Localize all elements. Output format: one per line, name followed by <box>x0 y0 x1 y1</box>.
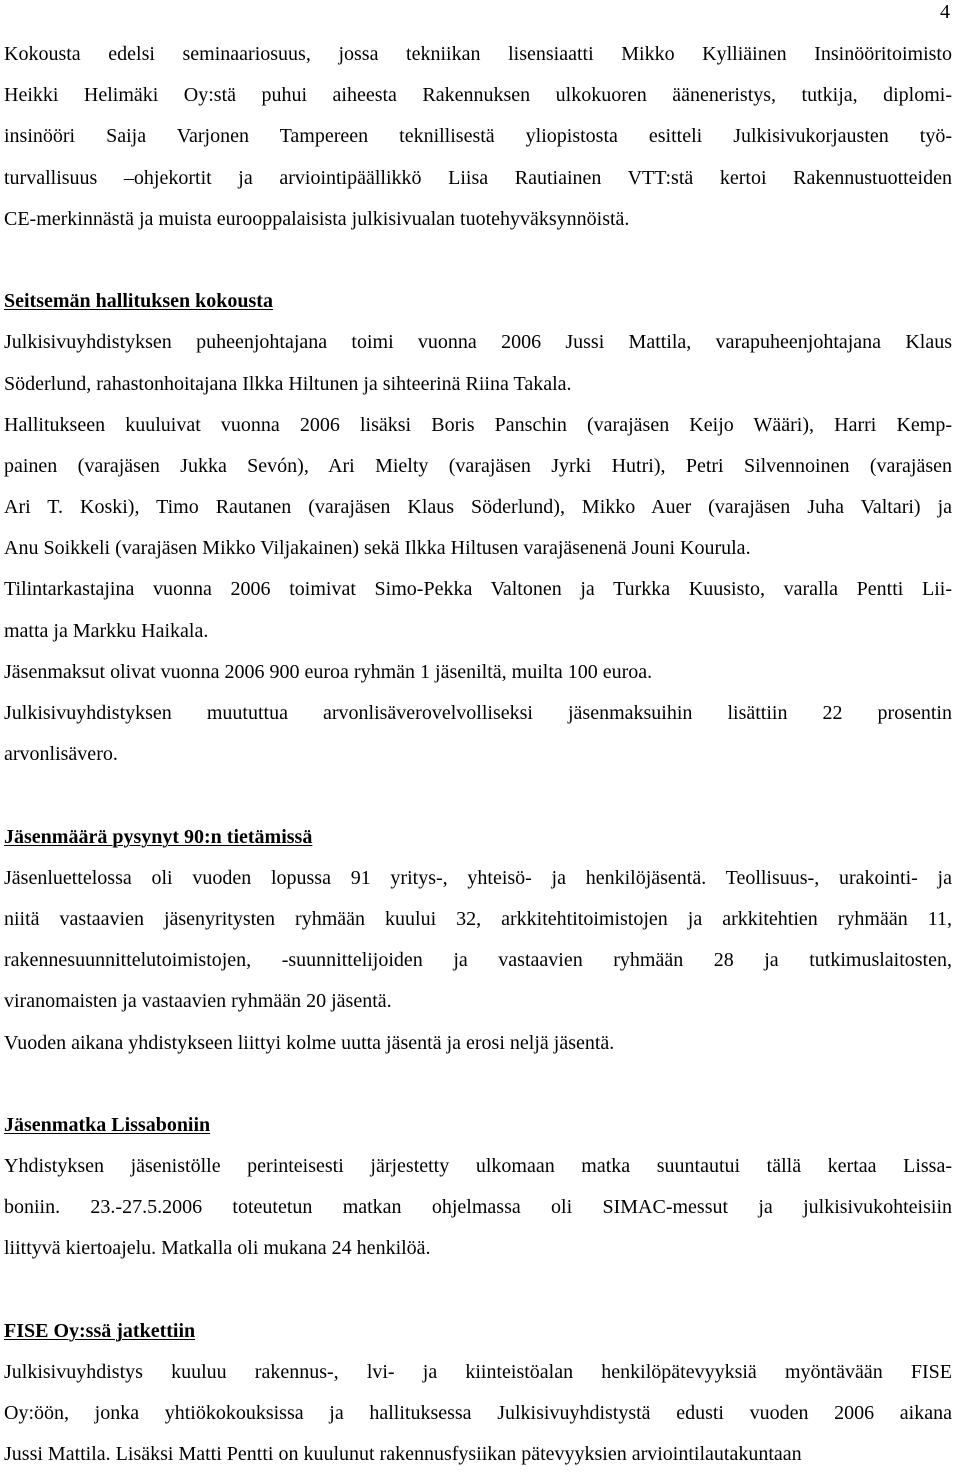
section-spacer <box>4 240 952 281</box>
text-line: Hallitukseen kuuluivat vuonna 2006 lisäksi Boris Panschin (varajäsen Keijo Wääri), Harri Kemp- <box>4 413 952 436</box>
section-spacer <box>4 775 952 816</box>
text-line: Ari T. Koski), Timo Rautanen (varajäsen Klaus Söderlund), Mikko Auer (varajäsen Juha Valtari) ja <box>4 496 952 519</box>
text-line: turvallisuus –ohjekortit ja arviointipäällikkö Liisa Rautiainen VTT:stä kertoi Rakennustuotteiden <box>4 166 952 189</box>
text-line: CE-merkinnästä ja muista eurooppalaisista julkisivualan tuotehyväksynnöistä. <box>4 207 630 230</box>
text-line: Julkisivuyhdistyksen muututtua arvonlisäverovelvolliseksi jäsenmaksuihin lisättiin 22 prosentin <box>4 702 952 724</box>
text-line: boniin. 23.-27.5.2006 toteutetun matkan ohjelmassa oli SIMAC-messut ja julkisivukohteisiin <box>4 1196 952 1219</box>
paragraph <box>4 1146 952 1270</box>
text-line: Anu Soikkeli (varajäsen Mikko Viljakainen) sekä Ilkka Hiltusen varajäsenenä Jouni Kourula. <box>4 537 751 560</box>
text-line: Söderlund, rahastonhoitajana Ilkka Hiltunen ja sihteerinä Riina Takala. <box>4 372 572 395</box>
text-line: Jussi Mattila. Lisäksi Matti Pentti on kuulunut rakennusfysiikan pätevyyksien arviointilautakuntaan <box>4 1443 802 1466</box>
text-line: insinööri Saija Varjonen Tampereen teknillisestä yliopistosta esitteli Julkisivukorjausten työ- <box>4 125 952 148</box>
text-line: Jäsenmaksut olivat vuonna 2006 900 euroa ryhmän 1 jäseniltä, muilta 100 euroa. <box>4 660 653 683</box>
section-spacer <box>4 1270 952 1311</box>
text-line: Yhdistyksen jäsenistölle perinteisesti järjestetty ulkomaan matka suuntautui tällä kertaa Lissa- <box>4 1155 952 1178</box>
text-line: Kokousta edelsi seminaariosuus, jossa tekniikan lisensiaatti Mikko Kylliäinen Insinööritoimisto <box>4 43 952 65</box>
text-line: Tilintarkastajina vuonna 2006 toimivat Simo-Pekka Valtonen ja Turkka Kuusisto, varalla Pentti Lii- <box>4 578 952 601</box>
paragraph <box>4 1352 952 1476</box>
text-line: viranomaisten ja vastaavien ryhmään 20 jäsentä. <box>4 990 392 1013</box>
section-heading-fise-oy-ssa-jatkettiin: FISE Oy:ssä jatkettiin <box>4 1319 196 1342</box>
text-line: Julkisivuyhdistys kuuluu rakennus-, lvi- ja kiinteistöalan henkilöpätevyyksiä myöntävään FISE <box>4 1361 952 1383</box>
paragraph <box>4 322 952 775</box>
text-line: liittyvä kiertoajelu. Matkalla oli mukana 24 henkilöä. <box>4 1237 431 1260</box>
text-line: matta ja Markku Haikala. <box>4 619 209 642</box>
section-heading-jasenmatka-lissaboniin: Jäsenmatka Lissaboniin <box>4 1113 211 1136</box>
text-line: Jäsenluettelossa oli vuoden lopussa 91 yritys-, yhteisö- ja henkilöjäsentä. Teollisuus-, urakointi- ja <box>4 866 952 889</box>
text-line: arvonlisävero. <box>4 743 118 766</box>
section-heading-jasenmaara-pysynyt-90-n-tietamissa: Jäsenmäärä pysynyt 90:n tietämissä <box>4 825 313 848</box>
text-line: Julkisivuyhdistyksen puheenjohtajana toimi vuonna 2006 Jussi Mattila, varapuheenjohtajana Klaus <box>4 331 952 354</box>
text-line: Vuoden aikana yhdistykseen liittyi kolme uutta jäsentä ja erosi neljä jäsentä. <box>4 1031 615 1054</box>
text-line: painen (varajäsen Jukka Sevón), Ari Mielty (varajäsen Jyrki Hutri), Petri Silvennoinen (varajäsen <box>4 454 952 477</box>
section-heading-seitseman-hallituksen-kokousta: Seitsemän hallituksen kokousta <box>4 290 273 313</box>
text-line: Heikki Helimäki Oy:stä puhui aiheesta Rakennuksen ulkokuoren ääneneristys, tutkija, diplomi- <box>4 84 952 107</box>
page-number: 4 <box>940 1 950 23</box>
text-line: niitä vastaavien jäsenyritysten ryhmään kuului 32, arkkitehtitoimistojen ja arkkitehtien ryhmään 11, <box>4 907 952 930</box>
text-line: rakennesuunnittelutoimistojen, -suunnittelijoiden ja vastaavien ryhmään 28 ja tutkimuslaitosten, <box>4 949 952 972</box>
paragraph <box>4 34 952 240</box>
section-spacer <box>4 1064 952 1105</box>
paragraph <box>4 858 952 1064</box>
text-line: Oy:öön, jonka yhtiökokouksissa ja hallituksessa Julkisivuyhdistystä edusti vuoden 2006 aikana <box>4 1402 952 1425</box>
document-body <box>4 34 952 1476</box>
